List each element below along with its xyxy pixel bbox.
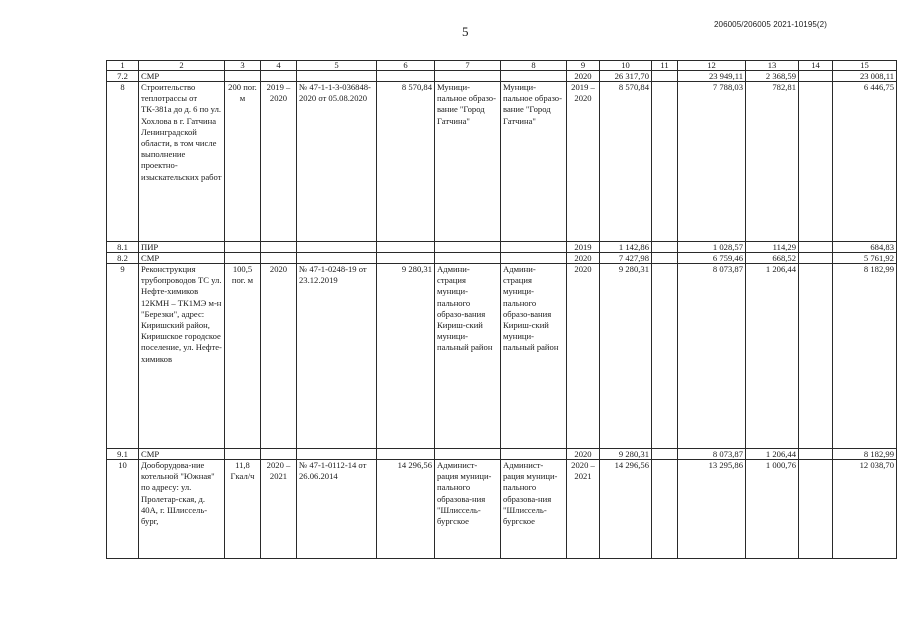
object-name: ПИР (139, 242, 225, 253)
total-amount: 1 142,86 (600, 242, 652, 253)
column-header: 9 (567, 61, 600, 71)
table-row (107, 242, 897, 253)
estimated-cost (377, 71, 435, 82)
column-header: 10 (600, 61, 652, 71)
column-header: 4 (261, 61, 297, 71)
investment-table (106, 60, 897, 559)
col11-value (652, 264, 678, 449)
local-budget: 1 206,44 (746, 264, 799, 449)
column-header: 13 (746, 61, 799, 71)
column-header: 11 (652, 61, 678, 71)
customer (435, 71, 501, 82)
col14-value (799, 264, 833, 449)
col14-value (799, 71, 833, 82)
recipient (501, 253, 567, 264)
total-amount: 7 427,98 (600, 253, 652, 264)
regional-budget: 8 073,87 (678, 264, 746, 449)
expertise-ref: № 47-1-1-3-036848-2020 от 05.08.2020 (297, 82, 377, 242)
local-budget: 114,29 (746, 242, 799, 253)
column-header: 8 (501, 61, 567, 71)
local-budget: 1 206,44 (746, 449, 799, 460)
column-header: 5 (297, 61, 377, 71)
total-amount: 9 280,31 (600, 449, 652, 460)
col11-value (652, 82, 678, 242)
period (261, 253, 297, 264)
period (261, 449, 297, 460)
customer: Муници-пальное образо-вание "Город Гатчина" (435, 82, 501, 242)
regional-budget: 23 949,11 (678, 71, 746, 82)
regional-budget: 7 788,03 (678, 82, 746, 242)
column-header: 2 (139, 61, 225, 71)
col15-value: 8 182,99 (833, 264, 897, 449)
col14-value (799, 242, 833, 253)
object-name: СМР (139, 449, 225, 460)
row-number: 9.1 (107, 449, 139, 460)
row-number: 9 (107, 264, 139, 449)
col14-value (799, 449, 833, 460)
col15-value: 12 038,70 (833, 460, 897, 559)
year: 2020 (567, 253, 600, 264)
expertise-ref: № 47-1-0248-19 от 23.12.2019 (297, 264, 377, 449)
customer (435, 253, 501, 264)
customer: Админист-рация муници-пального образова-ния "Шлиссель-бургское (435, 460, 501, 559)
col15-value: 8 182,99 (833, 449, 897, 460)
period: 2020 – 2021 (261, 460, 297, 559)
table-row (107, 264, 897, 449)
object-name: Реконструкция трубопроводов ТС ул. Нефте-химиков 12КМН – ТК1МЭ м-н "Березки", адрес: Киришский район, Киришское городское поселение, ул. Нефте-химиков (139, 264, 225, 449)
estimated-cost (377, 253, 435, 264)
object-name: Строительство теплотрассы от ТК-381а до д. 6 по ул. Хохлова в г. Гатчина Ленинградской области, в том числе выполнение проектно-изыскательских работ (139, 82, 225, 242)
capacity (225, 449, 261, 460)
year: 2020 (567, 264, 600, 449)
expertise-ref (297, 242, 377, 253)
col15-value: 5 761,92 (833, 253, 897, 264)
capacity: 200 пог. м (225, 82, 261, 242)
total-amount: 8 570,84 (600, 82, 652, 242)
column-header: 15 (833, 61, 897, 71)
recipient: Муници-пальное образо-вание "Город Гатчина" (501, 82, 567, 242)
regional-budget: 8 073,87 (678, 449, 746, 460)
column-header: 14 (799, 61, 833, 71)
capacity (225, 253, 261, 264)
col11-value (652, 449, 678, 460)
col14-value (799, 82, 833, 242)
col11-value (652, 71, 678, 82)
local-budget: 1 000,76 (746, 460, 799, 559)
document-id: 206005/206005 2021-10195(2) (713, 20, 827, 29)
col15-value: 6 446,75 (833, 82, 897, 242)
table-row (107, 71, 897, 82)
capacity: 100,5 пог. м (225, 264, 261, 449)
capacity (225, 71, 261, 82)
year: 2020 (567, 71, 600, 82)
col11-value (652, 253, 678, 264)
recipient (501, 242, 567, 253)
column-number-row (107, 61, 897, 71)
customer: Админи-страция муници-пального образо-вания Кириш-ский муници-пальный район (435, 264, 501, 449)
local-budget: 668,52 (746, 253, 799, 264)
table-row (107, 460, 897, 559)
recipient: Админи-страция муници-пального образо-вания Кириш-ский муници-пальный район (501, 264, 567, 449)
column-header: 12 (678, 61, 746, 71)
column-header: 3 (225, 61, 261, 71)
estimated-cost: 9 280,31 (377, 264, 435, 449)
local-budget: 782,81 (746, 82, 799, 242)
capacity (225, 242, 261, 253)
column-header: 6 (377, 61, 435, 71)
regional-budget: 13 295,86 (678, 460, 746, 559)
col14-value (799, 460, 833, 559)
period (261, 242, 297, 253)
object-name: СМР (139, 253, 225, 264)
table-row (107, 253, 897, 264)
estimated-cost (377, 449, 435, 460)
estimated-cost (377, 242, 435, 253)
recipient (501, 71, 567, 82)
capacity: 11,8 Гкал/ч (225, 460, 261, 559)
page-number: 5 (462, 24, 469, 39)
object-name: СМР (139, 71, 225, 82)
recipient (501, 449, 567, 460)
year: 2019 (567, 242, 600, 253)
row-number: 10 (107, 460, 139, 559)
year: 2019 – 2020 (567, 82, 600, 242)
table-row (107, 82, 897, 242)
column-header: 7 (435, 61, 501, 71)
period: 2019 – 2020 (261, 82, 297, 242)
year: 2020 (567, 449, 600, 460)
estimated-cost: 8 570,84 (377, 82, 435, 242)
col14-value (799, 253, 833, 264)
total-amount: 9 280,31 (600, 264, 652, 449)
total-amount: 14 296,56 (600, 460, 652, 559)
period: 2020 (261, 264, 297, 449)
year: 2020 – 2021 (567, 460, 600, 559)
customer (435, 242, 501, 253)
estimated-cost: 14 296,56 (377, 460, 435, 559)
object-name: Дооборудова-ние котельной "Южная" по адресу: ул. Пролетар-ская, д. 40А, г. Шлиссель-бург, (139, 460, 225, 559)
regional-budget: 6 759,46 (678, 253, 746, 264)
col11-value (652, 460, 678, 559)
row-number: 8.1 (107, 242, 139, 253)
row-number: 7.2 (107, 71, 139, 82)
local-budget: 2 368,59 (746, 71, 799, 82)
table-row (107, 449, 897, 460)
expertise-ref (297, 71, 377, 82)
col15-value: 23 008,11 (833, 71, 897, 82)
col11-value (652, 242, 678, 253)
expertise-ref: № 47-1-0112-14 от 26.06.2014 (297, 460, 377, 559)
column-header: 1 (107, 61, 139, 71)
regional-budget: 1 028,57 (678, 242, 746, 253)
row-number: 8.2 (107, 253, 139, 264)
expertise-ref (297, 449, 377, 460)
total-amount: 26 317,70 (600, 71, 652, 82)
recipient: Админист-рация муници-пального образова-ния "Шлиссель-бургское (501, 460, 567, 559)
customer (435, 449, 501, 460)
row-number: 8 (107, 82, 139, 242)
col15-value: 684,83 (833, 242, 897, 253)
expertise-ref (297, 253, 377, 264)
period (261, 71, 297, 82)
